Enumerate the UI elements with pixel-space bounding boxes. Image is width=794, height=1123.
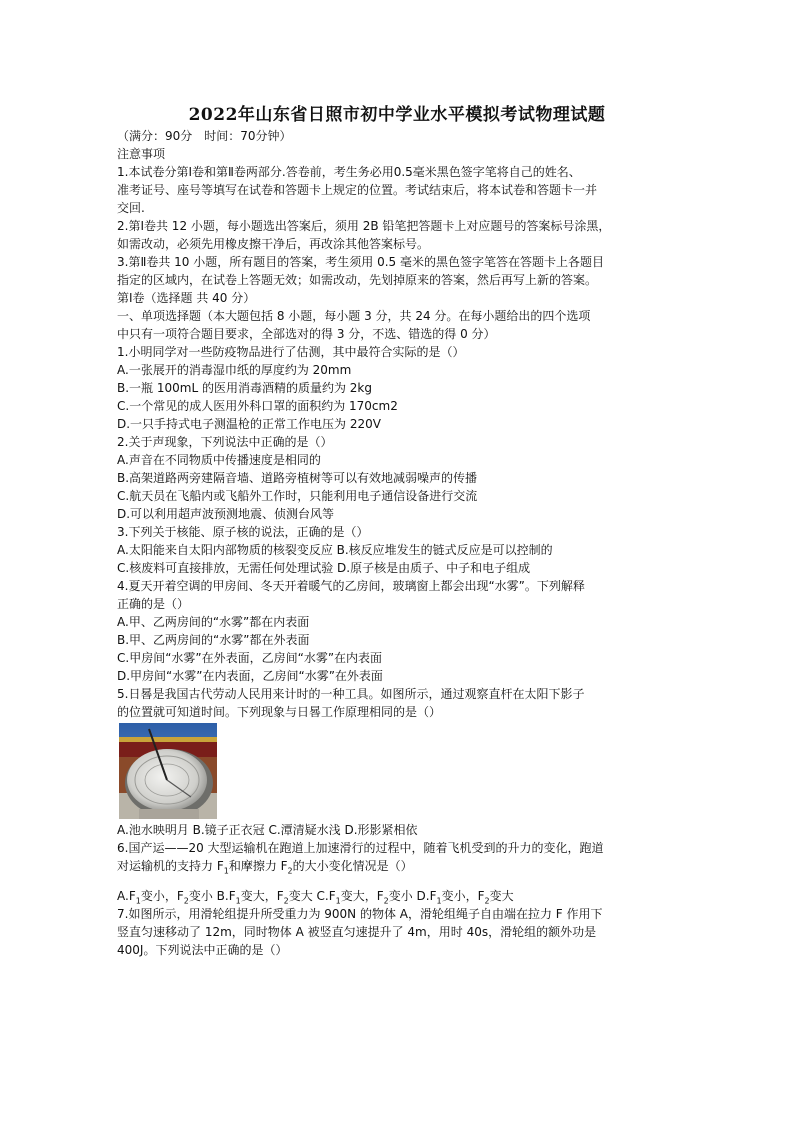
option-label: C.F	[316, 889, 336, 903]
option-text: 变大，F	[340, 889, 384, 903]
exam-meta: （满分：90分 时间：70分钟）	[117, 129, 292, 143]
part-heading: 第Ⅰ卷（选择题 共 40 分）	[117, 291, 256, 305]
option: B.高架道路两旁建隔音墙、道路旁植树等可以有效地减弱噪声的传播	[117, 471, 478, 485]
stem-text: 对运输机的支持力 F	[117, 859, 224, 873]
subscript: 1	[235, 896, 241, 906]
notice-heading: 注意事项	[117, 147, 166, 161]
question-2	[117, 433, 677, 523]
question-3	[117, 523, 677, 577]
subscript: 2	[287, 866, 293, 876]
question-stem: 400J。下列说法中正确的是（）	[117, 943, 288, 957]
subscript: 1	[436, 896, 442, 906]
subscript: 2	[283, 896, 289, 906]
question-stem: 2.关于声现象，下列说法中正确的是（）	[117, 435, 333, 449]
question-stem: 7.如图所示，用滑轮组提升所受重力为 900N 的物体 A，滑轮组绳子自由端在拉力 F 作用下	[117, 907, 603, 921]
option-text: 变小，F	[140, 889, 184, 903]
notice-line: 准考证号、座号等填写在试卷和答题卡上规定的位置。考试结束后，将本试卷和答题卡一并	[117, 183, 598, 197]
subscript: 1	[335, 896, 341, 906]
section-instruction: 一、单项选择题（本大题包括 8 小题，每小题 3 分，共 24 分。在每小题给出的四个选项	[117, 309, 591, 323]
notice-line: 如需改动，必须先用橡皮擦干净后，再改涂其他答案标号。	[117, 237, 430, 251]
option-label: D.F	[416, 889, 437, 903]
question-1	[117, 343, 677, 433]
option-text: 变小，F	[441, 889, 485, 903]
option: A.甲、乙两房间的“水雾”都在内表面	[117, 615, 310, 629]
page-title: 2022年山东省日照市初中学业水平模拟考试物理试题	[188, 105, 606, 125]
question-stem: 5.日晷是我国古代劳动人民用来计时的一种工具。如图所示，通过观察直杆在太阳下影子	[117, 687, 585, 701]
question-6	[117, 839, 677, 905]
question-4	[117, 577, 677, 685]
question-stem: 1.小明同学对一些防疫物品进行了估测，其中最符合实际的是（）	[117, 345, 465, 359]
sundial-image	[119, 723, 217, 819]
option: C.核废料可直接排放，无需任何处理试验 D.原子核是由质子、中子和电子组成	[117, 561, 531, 575]
notice-list	[117, 163, 677, 289]
option: C.甲房间“水雾”在外表面，乙房间“水雾”在内表面	[117, 651, 383, 665]
section-instruction: 中只有一项符合题目要求，全部选对的得 3 分，不选、错选的得 0 分）	[117, 327, 496, 341]
question-7	[117, 905, 677, 959]
option-text: 变小	[188, 889, 217, 903]
option: A.池水映明月 B.镜子正衣冠 C.潭清疑水浅 D.形影紧相依	[117, 823, 418, 837]
stem-text: 的大小变化情况是（）	[292, 859, 413, 873]
subscript: 2	[484, 896, 490, 906]
option: A.太阳能来自太阳内部物质的核裂变反应 B.核反应堆发生的链式反应是可以控制的	[117, 543, 553, 557]
question-5	[117, 685, 677, 839]
option-text: 变小	[388, 889, 417, 903]
option: B.甲、乙两房间的“水雾”都在外表面	[117, 633, 310, 647]
option-label: A.F	[117, 889, 136, 903]
question-stem: 正确的是（）	[117, 597, 190, 611]
option-text: 变大	[288, 889, 317, 903]
stem-text: 和摩擦力 F	[228, 859, 288, 873]
subscript: 2	[383, 896, 389, 906]
question-stem: 4.夏天开着空调的甲房间、冬天开着暖气的乙房间，玻璃窗上都会出现“水雾”。下列解释	[117, 579, 585, 593]
subscript: 2	[183, 896, 189, 906]
question-stem: 竖直匀速移动了 12m，同时物体 A 被竖直匀速提升了 4m，用时 40s，滑轮组的额外功是	[117, 925, 597, 939]
option-text: 变大	[489, 889, 514, 903]
option-text: 变大，F	[240, 889, 284, 903]
notice-line: 交回.	[117, 201, 145, 215]
option: D.一只手持式电子测温枪的正常工作电压为 220V	[117, 417, 381, 431]
question-stem: 的位置就可知道时间。下列现象与日晷工作原理相同的是（）	[117, 705, 442, 719]
notice-line: 2.第Ⅰ卷共 12 小题，每小题选出答案后，须用 2B 铅笔把答题卡上对应题号的答案标号涂黑，	[117, 219, 611, 233]
exam-page	[117, 100, 677, 959]
option-label: B.F	[216, 889, 236, 903]
question-stem: 6.国产运——20 大型运输机在跑道上加速滑行的过程中，随着飞机受到的升力的变化，跑道	[117, 841, 604, 855]
option: C.一个常见的成人医用外科口罩的面积约为 170cm2	[117, 399, 398, 413]
option: B.一瓶 100mL 的医用消毒酒精的质量约为 2kg	[117, 381, 372, 395]
option: C.航天员在飞船内或飞船外工作时，只能利用电子通信设备进行交流	[117, 489, 478, 503]
question-stem: 3.下列关于核能、原子核的说法，正确的是（）	[117, 525, 369, 539]
notice-line: 指定的区域内，在试卷上答题无效；如需改动，先划掉原来的答案，然后再写上新的答案。	[117, 273, 598, 287]
subscript: 1	[135, 896, 141, 906]
options-row	[117, 887, 677, 905]
notice-line: 1.本试卷分第Ⅰ卷和第Ⅱ卷两部分.答卷前，考生务必用0.5毫米黑色签字笔将自己的姓名、	[117, 165, 581, 179]
question-stem	[117, 857, 677, 875]
option: A.声音在不同物质中传播速度是相同的	[117, 453, 321, 467]
notice-line: 3.第Ⅱ卷共 10 小题，所有题目的答案，考生须用 0.5 毫米的黑色签字笔答在答题卡上各题目	[117, 255, 604, 269]
option: D.可以利用超声波预测地震、侦测台风等	[117, 507, 335, 521]
sundial-illustration	[119, 723, 217, 819]
subscript: 1	[223, 866, 229, 876]
option: D.甲房间“水雾”在内表面，乙房间“水雾”在外表面	[117, 669, 383, 683]
option: A.一张展开的消毒湿巾纸的厚度约为 20mm	[117, 363, 352, 377]
